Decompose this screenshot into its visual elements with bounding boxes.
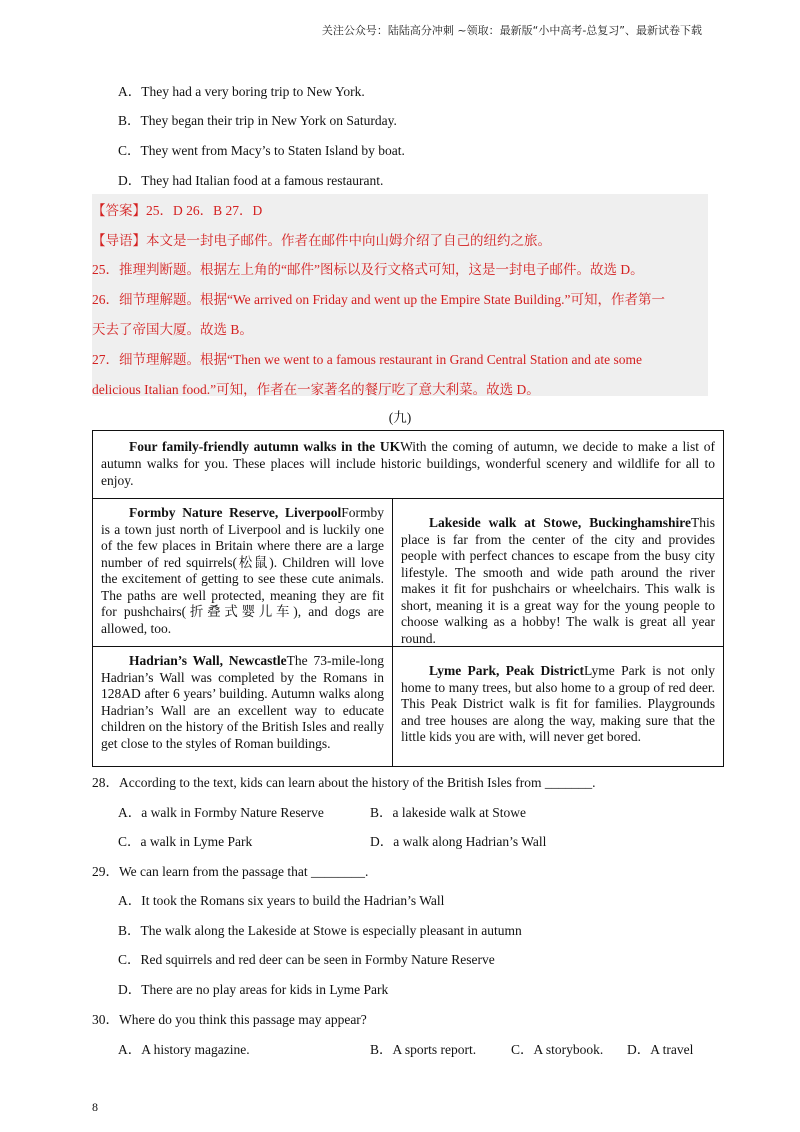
q30-option-a: A．A history magazine. <box>118 1042 250 1057</box>
q28-option-d: D．a walk along Hadrian’s Wall <box>370 834 547 849</box>
explain-27a: 27．细节理解题。根据“Then we went to a famous restaurant in Grand Central Station and ate some <box>92 352 642 367</box>
walk-formby-title: Formby Nature Reserve, Liverpool <box>129 505 342 520</box>
q29-option-c: C．Red squirrels and red deer can be seen in Formby Nature Reserve <box>118 952 495 967</box>
intro-text: With the coming of autumn, we decide to make a list of autumn walks for you. These places will include historic buildings, wonderful scenery and wildlife for all to enjoy. <box>101 439 715 488</box>
option-c-prev: C．They went from Macy’s to Staten Island by boat. <box>118 143 405 158</box>
q28-option-c: C．a walk in Lyme Park <box>118 834 253 849</box>
question-29: 29．We can learn from the passage that ________. <box>92 864 369 879</box>
guide-line: 【导语】本文是一封电子邮件。作者在邮件中向山姆介绍了自己的纽约之旅。 <box>92 233 551 248</box>
passage-table <box>92 430 724 767</box>
passage-intro <box>93 431 723 499</box>
q29-option-b: B．The walk along the Lakeside at Stowe is especially pleasant in autumn <box>118 923 522 938</box>
q29-option-d: D．There are no play areas for kids in Lyme Park <box>118 982 389 997</box>
explain-26b: 天去了帝国大厦。故选 B。 <box>92 322 253 337</box>
section-label: (九) <box>388 410 412 425</box>
walk-formby <box>93 499 393 647</box>
passage-title: Four family-friendly autumn walks in the UK <box>129 439 401 454</box>
page-number: 8 <box>92 1100 98 1114</box>
option-b-prev: B．They began their trip in New York on Saturday. <box>118 113 397 128</box>
walk-hadrian <box>93 647 393 766</box>
answer-line: 【答案】25．D 26．B 27．D <box>92 203 263 218</box>
walk-stowe-text: This place is far from the center of the city and provides people with perfect chances to escape from the busy city lifestyle. The smooth and wide path around the river makes it fit for pushchairs or wheelchairs. This walk is short, meaning it is a great way for the young people to choose walking as a hobby! The walk is great all year round. <box>401 515 715 646</box>
page-header: 关注公众号：陆陆高分冲刺 ~领取：最新版“小中高考-总复习”、最新试卷下载 <box>321 24 702 37</box>
walk-hadrian-title: Hadrian’s Wall, Newcastle <box>129 653 287 668</box>
option-d-prev: D．They had Italian food at a famous restaurant. <box>118 173 384 188</box>
explain-25: 25．推理判断题。根据左上角的“邮件”图标以及行文格式可知，这是一封电子邮件。故选 D。 <box>92 262 644 277</box>
walk-formby-text: Formby is a town just north of Liverpool and is luckily one of the few places in Britain where there are a large number of red squirrels(松鼠). Children will love the excitement of getting to see these cute animals. The paths are well protected, meaning they are fit for pushchairs(折叠式婴儿车), and dogs are allowed, too. <box>101 505 384 636</box>
walk-lyme <box>393 647 723 766</box>
q28-option-a: A．a walk in Formby Nature Reserve <box>118 805 324 820</box>
q30-option-d: D．A travel <box>627 1042 694 1057</box>
walk-stowe <box>393 499 723 647</box>
option-a-prev: A．They had a very boring trip to New York. <box>118 84 365 99</box>
walk-hadrian-text: The 73-mile-long Hadrian’s Wall was completed by the Romans in 128AD after 6 years’ building. Autumn walks along Hadrian’s Wall are an excellent way to educate children on the history of the British Isles and really get close to the styles of Roman buildings. <box>101 653 384 751</box>
q30-option-b: B．A sports report. <box>370 1042 477 1057</box>
explain-27b: delicious Italian food.”可知，作者在一家著名的餐厅吃了意大利菜。故选 D。 <box>92 382 540 397</box>
walk-lyme-title: Lyme Park, Peak District <box>429 663 585 678</box>
q30-option-c: C．A storybook. <box>511 1042 604 1057</box>
question-28: 28．According to the text, kids can learn about the history of the British Isles from _______. <box>92 775 596 790</box>
walk-stowe-title: Lakeside walk at Stowe, Buckinghamshire <box>429 515 691 530</box>
explain-26a: 26．细节理解题。根据“We arrived on Friday and went up the Empire State Building.”可知，作者第一 <box>92 292 665 307</box>
q29-option-a: A．It took the Romans six years to build the Hadrian’s Wall <box>118 893 445 908</box>
walk-lyme-text: Lyme Park is not only home to many trees, but also home to a group of red deer. This Peak District walk is fit for families. Playgrounds and tree houses are along the way, making sure that the little kids you are with, will never get bored. <box>401 663 715 744</box>
question-30: 30．Where do you think this passage may appear? <box>92 1012 367 1027</box>
q28-option-b: B．a lakeside walk at Stowe <box>370 805 526 820</box>
